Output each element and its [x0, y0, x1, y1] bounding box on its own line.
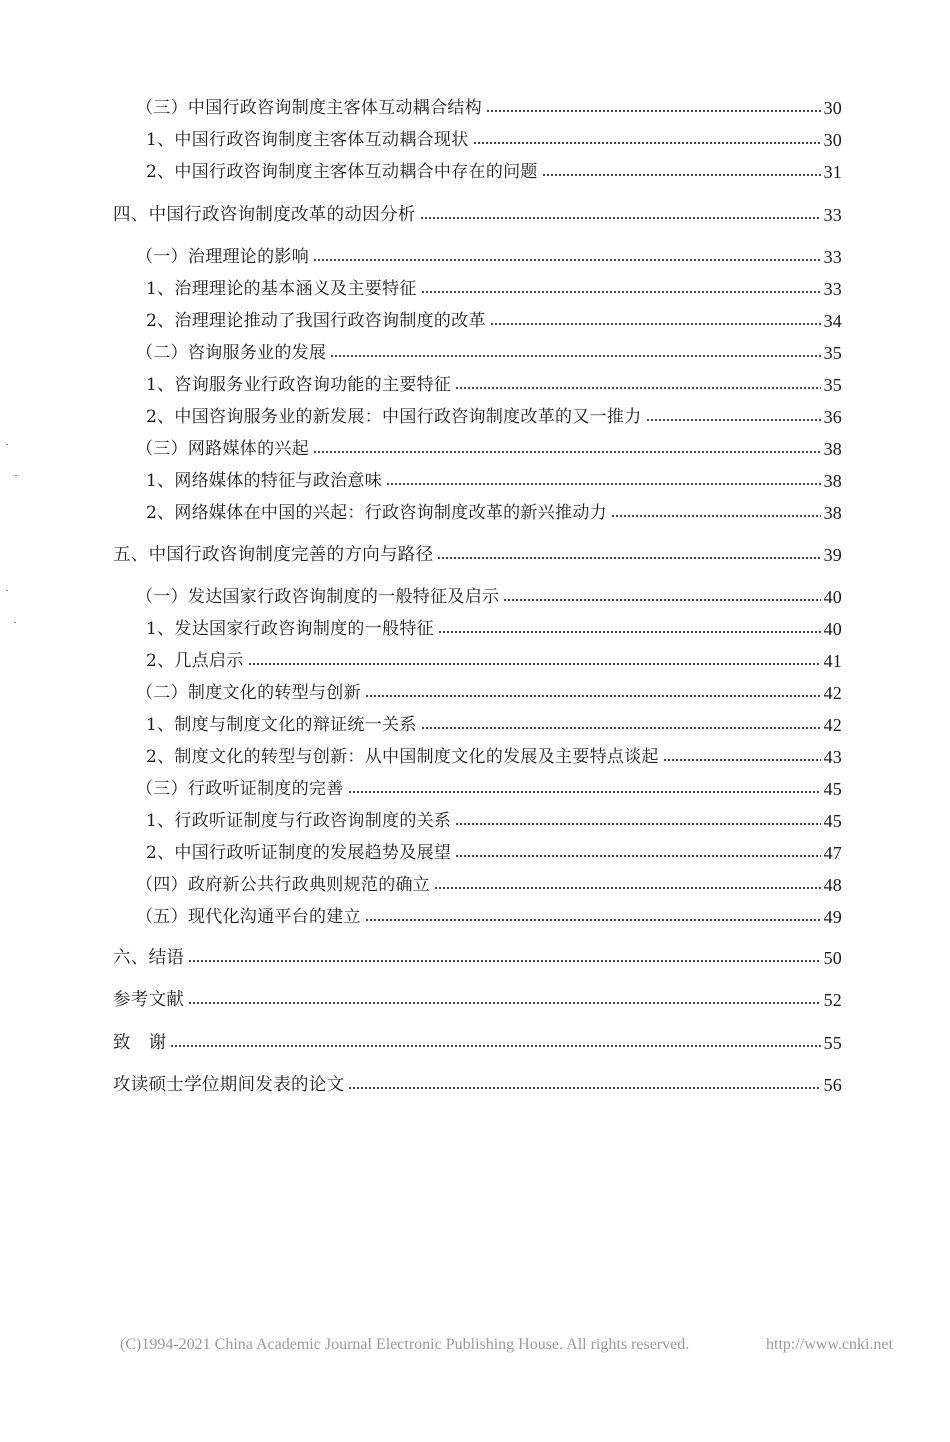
toc-page-number: 56 [823, 1075, 842, 1095]
toc-section-entry[interactable] [136, 873, 842, 897]
toc-section-entry[interactable] [136, 905, 842, 929]
toc-section-entry[interactable] [136, 777, 842, 801]
toc-entry-title: 1、制度与制度文化的辩证统一关系 [146, 715, 417, 735]
toc-page-number: 45 [823, 811, 842, 831]
toc-subsection-entry[interactable] [146, 745, 842, 769]
toc-entry-title: （四）政府新公共行政典则规范的确立 [136, 875, 431, 895]
toc-page-number: 50 [823, 948, 842, 968]
dot-leader [611, 513, 821, 519]
toc-subsection-entry[interactable] [146, 373, 842, 397]
scan-speck [14, 622, 16, 623]
toc-page-number: 30 [823, 130, 842, 150]
dot-leader [365, 917, 821, 923]
toc-entry-title: 六、结语 [113, 948, 185, 968]
toc-section-entry[interactable] [136, 245, 842, 269]
scan-speck [6, 444, 8, 445]
toc-subsection-entry[interactable] [146, 649, 842, 673]
toc-entry-title: 1、中国行政咨询制度主客体互动耦合现状 [146, 130, 469, 150]
toc-page-number: 49 [823, 907, 842, 927]
dot-leader [170, 1043, 820, 1049]
dot-leader [455, 853, 820, 859]
toc-page-number: 30 [823, 98, 842, 118]
dot-leader [437, 555, 820, 561]
toc-page-number: 39 [823, 545, 842, 565]
toc-entry-title: （一）发达国家行政咨询制度的一般特征及启示 [136, 587, 500, 607]
toc-subsection-entry[interactable] [146, 309, 842, 333]
toc-page-number: 42 [823, 683, 842, 703]
toc-entry-title: 1、咨询服务业行政咨询功能的主要特征 [146, 375, 452, 395]
dot-leader [490, 321, 821, 327]
copyright-notice: (C)1994-2021 China Academic Journal Electronic Publishing House. All rights reserved. [120, 1336, 690, 1353]
toc-page-number: 48 [823, 875, 842, 895]
toc-entry-title: 2、制度文化的转型与创新：从中国制度文化的发展及主要特点谈起 [146, 747, 659, 767]
toc-page-number: 35 [823, 375, 842, 395]
toc-subsection-entry[interactable] [146, 617, 842, 641]
toc-subsection-entry[interactable] [146, 841, 842, 865]
toc-section-entry[interactable] [136, 96, 842, 120]
toc-section-entry[interactable] [136, 681, 842, 705]
toc-section-entry[interactable] [136, 585, 842, 609]
toc-subsection-entry[interactable] [146, 405, 842, 429]
toc-page-number: 33 [823, 247, 842, 267]
dot-leader [455, 821, 820, 827]
dot-leader [421, 289, 821, 295]
toc-section-entry[interactable] [136, 437, 842, 461]
toc-entry-title: 五、中国行政咨询制度完善的方向与路径 [113, 545, 434, 565]
toc-page-number: 38 [823, 439, 842, 459]
dot-leader [438, 629, 821, 635]
toc-page-number: 43 [823, 747, 842, 767]
toc-entry-title: 2、中国行政咨询制度主客体互动耦合中存在的问题 [146, 162, 538, 182]
toc-entry-title: 1、治理理论的基本涵义及主要特征 [146, 279, 417, 299]
toc-entry-title: 2、治理理论推动了我国行政咨询制度的改革 [146, 311, 486, 331]
toc-entry-title: （五）现代化沟通平台的建立 [136, 907, 361, 927]
toc-page-number: 33 [823, 205, 842, 225]
toc-chapter-entry[interactable] [113, 543, 842, 567]
toc-entry-title: （二）咨询服务业的发展 [136, 343, 327, 363]
toc-page-number: 35 [823, 343, 842, 363]
toc-entry-title: （二）制度文化的转型与创新 [136, 683, 361, 703]
toc-subsection-entry[interactable] [146, 501, 842, 525]
toc-entry-title: 攻读硕士学位期间发表的论文 [113, 1075, 345, 1095]
toc-entry-title: 1、行政听证制度与行政咨询制度的关系 [146, 811, 452, 831]
dot-leader [188, 958, 820, 964]
toc-entry-title: 参考文献 [113, 990, 185, 1010]
toc-subsection-entry[interactable] [146, 809, 842, 833]
toc-subsection-entry[interactable] [146, 160, 842, 184]
dot-leader [313, 257, 821, 263]
toc-subsection-entry[interactable] [146, 469, 842, 493]
toc-entry-title: 2、几点启示 [146, 651, 244, 671]
dot-leader [455, 385, 820, 391]
toc-entry-title: 四、中国行政咨询制度改革的动因分析 [113, 205, 416, 225]
scan-speck [15, 475, 17, 476]
toc-entry-title: 致 谢 [113, 1033, 167, 1053]
dot-leader [386, 481, 821, 487]
dot-leader [421, 725, 821, 731]
toc-subsection-entry[interactable] [146, 713, 842, 737]
toc-page-number: 45 [823, 779, 842, 799]
toc-chapter-entry[interactable] [113, 1073, 842, 1097]
toc-page-number: 38 [823, 471, 842, 491]
toc-page-number: 55 [823, 1033, 842, 1053]
toc-chapter-entry[interactable] [113, 946, 842, 970]
toc-page-number: 40 [823, 587, 842, 607]
toc-page-number: 31 [823, 162, 842, 182]
dot-leader [313, 449, 821, 455]
toc-page-number: 42 [823, 715, 842, 735]
toc-entry-title: 2、中国行政听证制度的发展趋势及展望 [146, 843, 452, 863]
toc-entry-title: 2、网络媒体在中国的兴起：行政咨询制度改革的新兴推动力 [146, 503, 607, 523]
toc-entry-title: 1、网络媒体的特征与政治意味 [146, 471, 383, 491]
dot-leader [365, 693, 821, 699]
toc-entry-title: （三）中国行政咨询制度主客体互动耦合结构 [136, 98, 482, 118]
toc-section-entry[interactable] [136, 341, 842, 365]
dot-leader [486, 108, 821, 114]
toc-subsection-entry[interactable] [146, 277, 842, 301]
toc-page-number: 33 [823, 279, 842, 299]
toc-entry-title: 1、发达国家行政咨询制度的一般特征 [146, 619, 434, 639]
dot-leader [663, 757, 821, 763]
toc-page-number: 34 [823, 311, 842, 331]
toc-page-number: 38 [823, 503, 842, 523]
dot-leader [473, 140, 821, 146]
toc-entry-title: （三）网路媒体的兴起 [136, 439, 309, 459]
toc-page-number: 36 [823, 407, 842, 427]
dot-leader [542, 172, 821, 178]
toc-page-number: 41 [823, 651, 842, 671]
dot-leader [646, 417, 821, 423]
dot-leader [330, 353, 820, 359]
dot-leader [188, 1000, 820, 1006]
dot-leader [348, 789, 821, 795]
toc-entry-title: 2、中国咨询服务业的新发展：中国行政咨询制度改革的又一推力 [146, 407, 642, 427]
toc-page-number: 40 [823, 619, 842, 639]
toc-entry-title: （三）行政听证制度的完善 [136, 779, 344, 799]
toc-chapter-entry[interactable] [113, 1031, 842, 1055]
toc-entry-title: （一）治理理论的影响 [136, 247, 309, 267]
dot-leader [434, 885, 820, 891]
toc-chapter-entry[interactable] [113, 988, 842, 1012]
dot-leader [348, 1085, 820, 1091]
toc-page-number: 52 [823, 990, 842, 1010]
dot-leader [420, 215, 821, 221]
toc-page-number: 47 [823, 843, 842, 863]
dot-leader [503, 597, 820, 603]
dot-leader [248, 661, 821, 667]
footer-url[interactable]: http://www.cnki.net [766, 1336, 893, 1353]
scan-speck [6, 590, 8, 591]
toc-subsection-entry[interactable] [146, 128, 842, 152]
toc-chapter-entry[interactable] [113, 203, 842, 227]
